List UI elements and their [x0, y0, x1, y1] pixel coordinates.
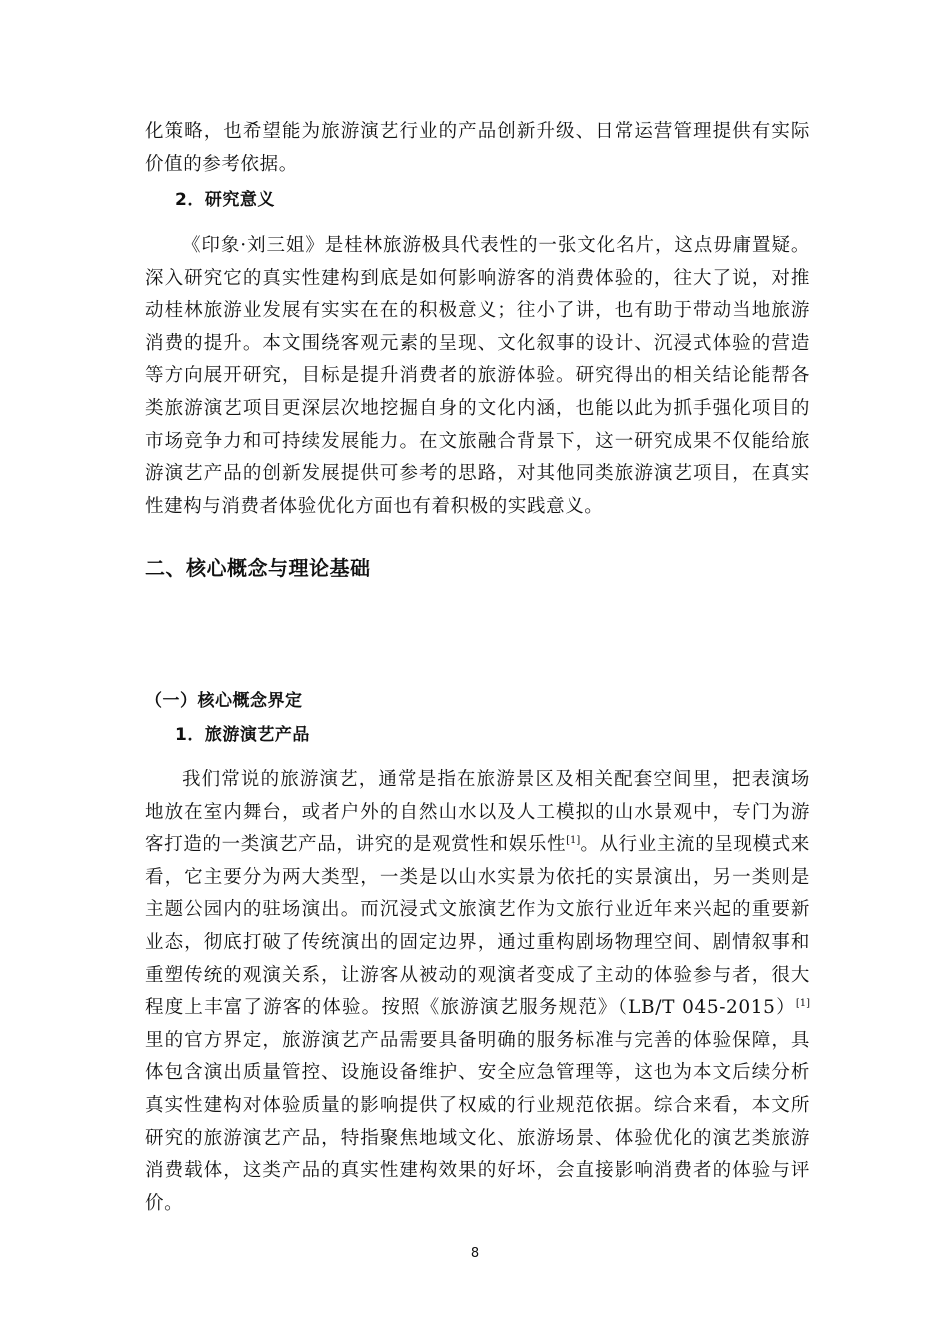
paragraph-tourism-performance-definition	[145, 764, 810, 1220]
citation-reference: [1]	[795, 998, 810, 1009]
paragraph-continuation: 化策略，也希望能为旅游演艺行业的产品创新升级、日常运营管理提供有实际价值的参考依据。	[145, 121, 810, 175]
paragraph-research-significance: 《印象·刘三姐》是桂林旅游极具代表性的一张文化名片，这点毋庸置疑。深入研究它的真实性建构到底是如何影响游客的消费体验的，往大了说，对推动桂林旅游业发展有实实在在的积极意义；往小了讲，也有助于带动当地旅游消费的提升。本文围绕客观元素的呈现、文化叙事的设计、沉浸式体验的营造等方向展开研究，目标是提升消费者的旅游体验。研究得出的相关结论能帮各类旅游演艺项目更深层次地挖掘自身的文化内涵，也能以此为抓手强化项目的市场竞争力和可持续发展能力。在文旅融合背景下，这一研究成果不仅能给旅游演艺产品的创新发展提供可参考的思路，对其他同类旅游演艺项目，在真实性建构与消费者体验优化方面也有着积极的实践意义。	[145, 235, 810, 517]
page-number: 8	[470, 1246, 480, 1261]
definition-text-part-3: 里的官方界定，旅游演艺产品需要具备明确的服务标准与完善的体验保障，具体包含演出质量管控、设施设备维护、安全应急管理等，这也为本文后续分析真实性建构对体验质量的影响提供了权威的行业规范依据。综合来看，本文所研究的旅游演艺产品，特指聚焦地域文化、旅游场景、体验优化的演艺类旅游消费载体，这类产品的真实性建构效果的好坏，会直接影响消费者的体验与评价。	[145, 1029, 810, 1214]
heading-tourism-performance-product: 1．旅游演艺产品	[175, 725, 310, 745]
definition-text-part-2: 。从行业主流的呈现模式来看，它主要分为两大类型，一类是以山水实景为依托的实景演出，另一类则是主题公园内的驻场演出。而沉浸式文旅演艺作为文旅行业近年来兴起的重要新业态，彻底打破了传统演出的固定边界，通过重构剧场物理空间、剧情叙事和重塑传统的观演关系，让游客从被动的观演者变成了主动的体验参与者，很大程度上丰富了游客的体验。按照《旅游演艺服务规范》（LB/T 045-2015）	[145, 834, 810, 1019]
heading-research-significance: 2．研究意义	[175, 190, 275, 210]
definition-text-part-1: 我们常说的旅游演艺，通常是指在旅游景区及相关配套空间里，把表演场地放在室内舞台，或者户外的自然山水以及人工模拟的山水景观中，专门为游客打造的一类演艺产品，讲究的是观赏性和娱乐性	[145, 769, 810, 856]
heading-core-concepts: （一）核心概念界定	[145, 691, 303, 711]
citation-reference: [1]	[566, 835, 581, 847]
heading-chapter-two: 二、核心概念与理论基础	[145, 556, 371, 580]
